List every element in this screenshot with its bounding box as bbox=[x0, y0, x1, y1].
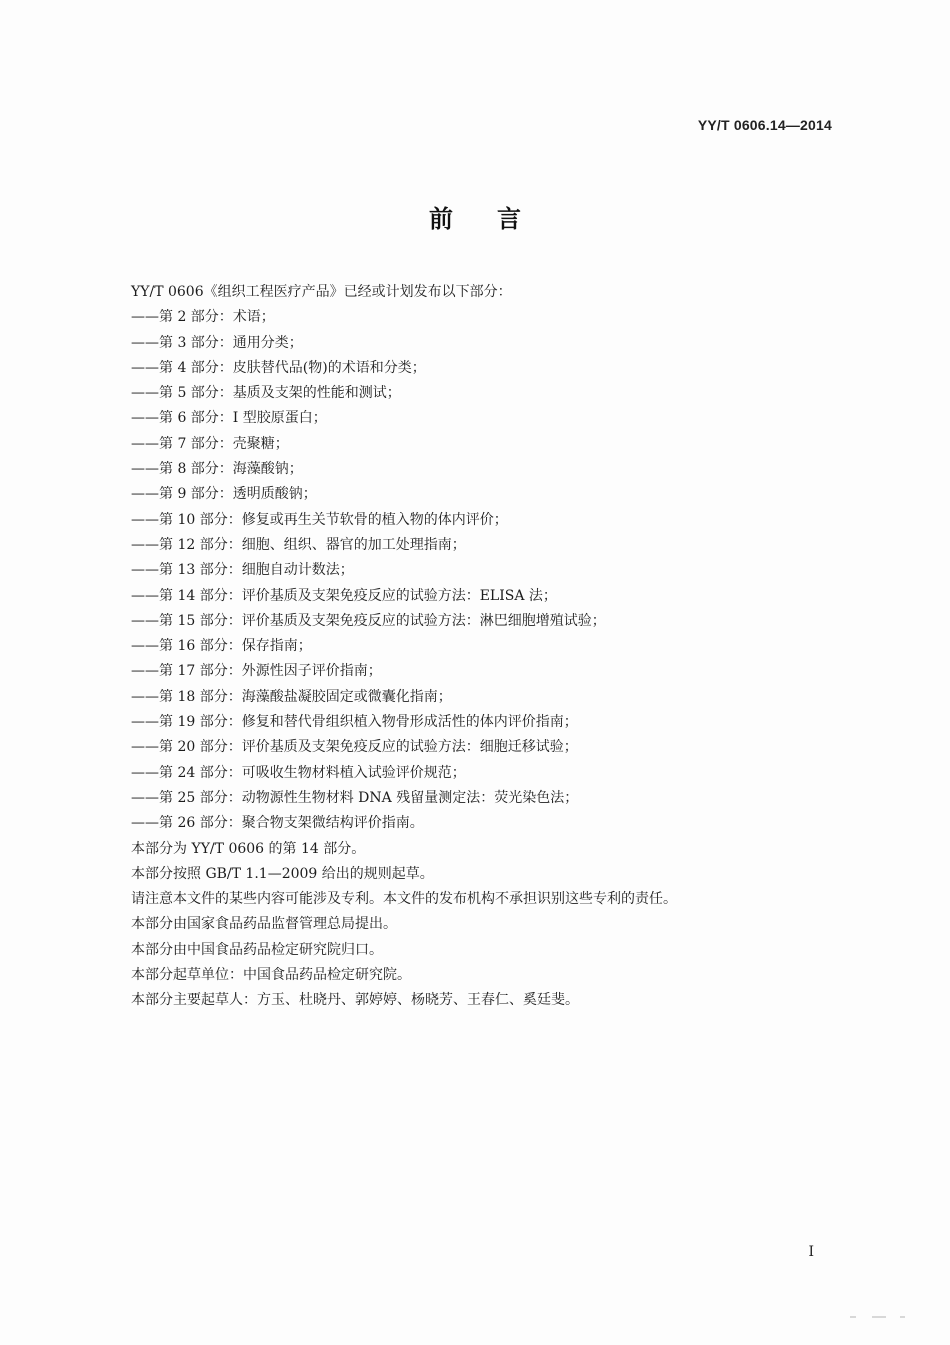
list-item: ——第 9 部分：透明质酸钠； bbox=[131, 486, 317, 503]
list-item: ——第 4 部分：皮肤替代品(物)的术语和分类； bbox=[131, 359, 426, 376]
list-item: ——第 18 部分：海藻酸盐凝胶固定或微囊化指南； bbox=[131, 688, 452, 705]
statement-centralized-by: 本部分由中国食品药品检定研究院归口。 bbox=[131, 941, 383, 958]
page-number: I bbox=[808, 1244, 814, 1260]
list-item: ——第 24 部分：可吸收生物材料植入试验评价规范； bbox=[131, 764, 466, 781]
list-item: ——第 15 部分：评价基质及支架免疫反应的试验方法：淋巴细胞增殖试验； bbox=[131, 612, 606, 629]
list-item: ——第 19 部分：修复和替代骨组织植入物骨形成活性的体内评价指南； bbox=[131, 714, 578, 731]
foreword-body bbox=[131, 280, 831, 1014]
list-item: ——第 10 部分：修复或再生关节软骨的植入物的体内评价； bbox=[131, 511, 508, 528]
list-item: ——第 6 部分：I 型胶原蛋白； bbox=[131, 410, 327, 427]
list-item: ——第 20 部分：评价基质及支架免疫反应的试验方法：细胞迁移试验； bbox=[131, 739, 578, 756]
statement-patent-notice: 请注意本文件的某些内容可能涉及专利。本文件的发布机构不承担识别这些专利的责任。 bbox=[131, 891, 677, 908]
statements bbox=[131, 837, 831, 1014]
list-item: ——第 2 部分：术语； bbox=[131, 309, 275, 326]
statement-part-number: 本部分为 YY/T 0606 的第 14 部分。 bbox=[131, 840, 366, 857]
scan-artifact bbox=[900, 1316, 905, 1318]
statement-drafting-rules: 本部分按照 GB/T 1.1—2009 给出的规则起草。 bbox=[131, 865, 434, 882]
statement-proposed-by: 本部分由国家食品药品监督管理总局提出。 bbox=[131, 916, 397, 933]
list-item: ——第 3 部分：通用分类； bbox=[131, 334, 303, 351]
intro-paragraph: YY/T 0606《组织工程医疗产品》已经或计划发布以下部分： bbox=[131, 284, 512, 300]
list-item: ——第 5 部分：基质及支架的性能和测试； bbox=[131, 385, 401, 402]
page-title: 前言 bbox=[429, 205, 565, 233]
scan-artifact bbox=[850, 1316, 856, 1318]
list-item: ——第 13 部分：细胞自动计数法； bbox=[131, 562, 354, 579]
standard-number: YY/T 0606.14—2014 bbox=[697, 117, 832, 133]
list-item: ——第 17 部分：外源性因子评价指南； bbox=[131, 663, 382, 680]
parts-list bbox=[131, 305, 831, 836]
list-item: ——第 14 部分：评价基质及支架免疫反应的试验方法：ELISA 法； bbox=[131, 587, 557, 604]
statement-drafting-unit: 本部分起草单位：中国食品药品检定研究院。 bbox=[131, 967, 411, 984]
list-item: ——第 8 部分：海藻酸钠； bbox=[131, 461, 303, 478]
list-item: ——第 7 部分：壳聚糖； bbox=[131, 435, 289, 452]
list-item: ——第 25 部分：动物源性生物材料 DNA 残留量测定法：荧光染色法； bbox=[131, 789, 579, 806]
list-item: ——第 16 部分：保存指南； bbox=[131, 638, 312, 655]
statement-drafters: 本部分主要起草人：方玉、杜晓丹、郭婷婷、杨晓芳、王春仁、奚廷斐。 bbox=[131, 992, 579, 1009]
list-item: ——第 26 部分：聚合物支架微结构评价指南。 bbox=[131, 815, 424, 832]
scan-artifact bbox=[872, 1316, 886, 1318]
list-item: ——第 12 部分：细胞、组织、器官的加工处理指南； bbox=[131, 536, 466, 553]
